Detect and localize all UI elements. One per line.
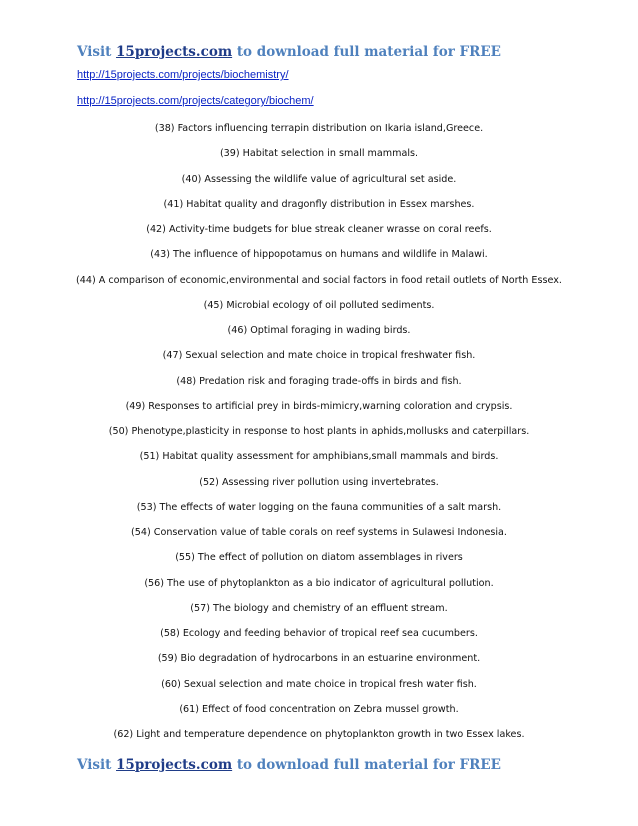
list-item: (39) Habitat selection in small mammals.: [219, 148, 419, 160]
list-item: (58) Ecology and feeding behavior of tropical reef sea cucumbers.: [160, 628, 478, 639]
list-item: (48) Predation risk and foraging trade-offs in birds and fish.: [176, 375, 462, 387]
list-item: (47) Sexual selection and mate choice in tropical freshwater fish.: [162, 350, 476, 362]
list-item: (44) A comparison of economic,environmental and social factors in food retail outlets of North Essex.: [76, 274, 562, 286]
list-item: (60) Sexual selection and mate choice in tropical fresh water fish.: [161, 678, 477, 690]
list-item: (51) Habitat quality assessment for amphibians,small mammals and birds.: [139, 451, 499, 463]
list-item: (59) Bio degradation of hydrocarbons in an estuarine environment.: [157, 653, 481, 665]
header-banner: [77, 44, 501, 60]
list-item: (52) Assessing river pollution using invertebrates.: [199, 476, 439, 488]
header-site-link[interactable]: 15projects.com: [116, 44, 233, 60]
list-item: (56) The use of phytoplankton as a bio indicator of agricultural pollution.: [144, 577, 494, 589]
list-item: (62) Light and temperature dependence on phytoplankton growth in two Essex lakes.: [113, 729, 525, 740]
header-suffix: to download full material for FREE: [232, 44, 501, 60]
list-item: (54) Conservation value of table corals on reef systems in Sulawesi Indonesia.: [131, 527, 507, 538]
list-item: (38) Factors influencing terrapin distribution on Ikaria island,Greece.: [154, 123, 484, 134]
list-item: (53) The effects of water logging on the fauna communities of a salt marsh.: [136, 501, 502, 513]
list-item: (43) The influence of hippopotamus on humans and wildlife in Malawi.: [150, 249, 488, 261]
list-item: (49) Responses to artificial prey in birds-mimicry,warning coloration and crypsis.: [125, 400, 513, 412]
header-prefix: Visit: [77, 44, 117, 60]
footer-prefix: Visit: [77, 757, 117, 773]
project-topic-list: [0, 116, 638, 747]
list-item: (42) Activity-time budgets for blue streak cleaner wrasse on coral reefs.: [146, 224, 492, 235]
biochem-category-link[interactable]: http://15projects.com/projects/category/biochem/: [77, 95, 314, 107]
biochemistry-link[interactable]: http://15projects.com/projects/biochemistry/: [77, 69, 289, 81]
list-item: (45) Microbial ecology of oil polluted sediments.: [203, 299, 435, 311]
list-item: (40) Assessing the wildlife value of agricultural set aside.: [181, 173, 457, 185]
footer-suffix: to download full material for FREE: [232, 757, 501, 773]
list-item: (50) Phenotype,plasticity in response to host plants in aphids,mollusks and caterpillars.: [108, 426, 530, 437]
list-item: (61) Effect of food concentration on Zebra mussel growth.: [179, 703, 459, 715]
list-item: (41) Habitat quality and dragonfly distribution in Essex marshes.: [163, 198, 475, 210]
footer-site-link[interactable]: 15projects.com: [116, 757, 233, 773]
list-item: (46) Optimal foraging in wading birds.: [227, 325, 411, 336]
list-item: (55) The effect of pollution on diatom assemblages in rivers: [175, 552, 463, 564]
list-item: (57) The biology and chemistry of an effluent stream.: [190, 602, 448, 614]
footer-banner: [77, 757, 501, 773]
